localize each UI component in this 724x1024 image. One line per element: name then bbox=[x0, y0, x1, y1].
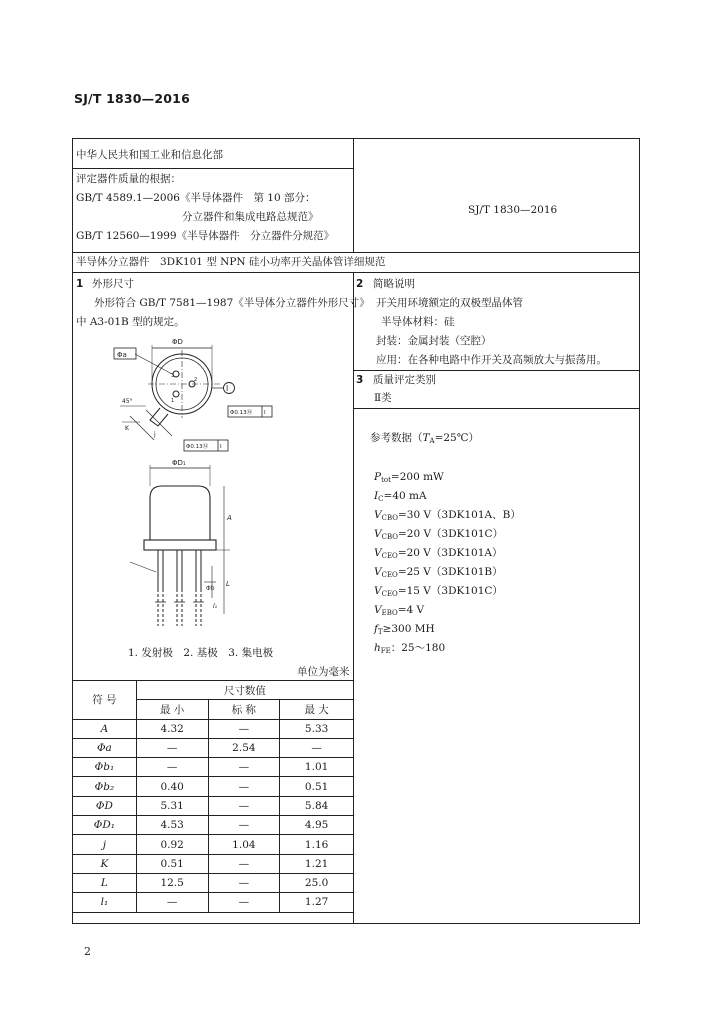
pin-label-2: 2 bbox=[194, 377, 198, 383]
reference-title-text: 参考数据（ bbox=[370, 432, 423, 444]
title-rule-top bbox=[72, 252, 640, 253]
section1-title: 外形尺寸 bbox=[92, 278, 134, 290]
cell-symbol: ΦD₁ bbox=[73, 816, 137, 835]
transistor-outline-drawing bbox=[100, 336, 300, 636]
label-datum-i: I bbox=[226, 384, 229, 393]
cell-max: 5.33 bbox=[280, 719, 354, 738]
param-subscript: FE bbox=[380, 647, 391, 655]
cell-max: 1.21 bbox=[280, 854, 354, 873]
reference-temp-value: =25℃） bbox=[434, 432, 479, 444]
param-symbol: V bbox=[374, 528, 382, 540]
ministry-name: 中华人民共和国工业和信息化部 bbox=[76, 149, 223, 161]
param-subscript: T bbox=[377, 628, 383, 636]
param-value: =15 V（3DK101C） bbox=[397, 585, 503, 597]
table-row bbox=[73, 873, 354, 892]
cell-min: 0.40 bbox=[136, 777, 208, 796]
reference-param bbox=[374, 567, 503, 579]
reference-param bbox=[374, 586, 503, 598]
section3-rule bbox=[353, 408, 640, 409]
pin-label-1: 1 bbox=[171, 398, 175, 404]
reference-param bbox=[374, 510, 521, 522]
section3-number: 3 bbox=[356, 374, 364, 386]
param-value: =4 V bbox=[397, 604, 425, 616]
cell-min: — bbox=[136, 893, 208, 912]
cell-min: — bbox=[136, 738, 208, 757]
label-l: L bbox=[226, 580, 230, 588]
cell-nom: — bbox=[208, 777, 280, 796]
table-row bbox=[73, 719, 354, 738]
section2-title: 简略说明 bbox=[373, 278, 415, 290]
cell-symbol: l₁ bbox=[73, 893, 137, 912]
page-number: 2 bbox=[84, 945, 91, 958]
cell-nom: — bbox=[208, 719, 280, 738]
section1-number: 1 bbox=[76, 278, 84, 290]
param-value: =25 V（3DK101B） bbox=[397, 566, 503, 578]
basis-line-3: GB/T 12560—1999《半导体器件 分立器件分规范》 bbox=[76, 230, 335, 242]
cell-min: 12.5 bbox=[136, 873, 208, 892]
title-rule-bottom bbox=[72, 272, 640, 273]
standard-header: SJ/T 1830—2016 bbox=[74, 91, 190, 106]
header-nom: 标 称 bbox=[208, 700, 280, 719]
section2-line-3: 封装：金属封装（空腔） bbox=[376, 335, 492, 347]
section1-text-1: 外形符合 GB/T 7581—1987《半导体分立器件外形尺寸》 bbox=[94, 297, 370, 309]
table-row bbox=[73, 738, 354, 757]
cell-nom: — bbox=[208, 758, 280, 777]
header-max: 最 大 bbox=[280, 700, 354, 719]
pin-hole-1 bbox=[173, 391, 179, 397]
param-subscript: CEO bbox=[381, 552, 398, 560]
param-symbol: V bbox=[374, 604, 382, 616]
cell-max: 1.16 bbox=[280, 835, 354, 854]
param-subscript: EBO bbox=[381, 609, 398, 617]
param-value: ：25～180 bbox=[390, 642, 446, 654]
param-subscript: CEO bbox=[381, 590, 398, 598]
label-a: A bbox=[227, 514, 232, 522]
section2-number: 2 bbox=[356, 278, 364, 290]
reference-title bbox=[370, 433, 479, 445]
cell-symbol: ΦD bbox=[73, 796, 137, 815]
reference-param bbox=[374, 472, 444, 484]
label-phi-b: Φb bbox=[206, 585, 215, 592]
base-flange bbox=[144, 540, 216, 550]
param-value: =200 mW bbox=[390, 471, 444, 483]
header-group: 尺寸数值 bbox=[136, 681, 353, 700]
header-symbol: 符 号 bbox=[73, 681, 137, 720]
cell-nom: — bbox=[208, 873, 280, 892]
reference-param bbox=[374, 548, 502, 560]
quality-category: Ⅱ类 bbox=[374, 392, 392, 404]
table-row bbox=[73, 796, 354, 815]
top-divider bbox=[353, 138, 354, 252]
label-phi-d1: ΦD₁ bbox=[172, 459, 186, 467]
cell-symbol: K bbox=[73, 854, 137, 873]
basis-line-1: GB/T 4589.1—2006《半导体器件 第 10 部分： bbox=[76, 192, 316, 204]
standard-id-box: SJ/T 1830—2016 bbox=[468, 204, 558, 216]
param-subscript: C bbox=[378, 495, 384, 503]
param-value: =20 V（3DK101C） bbox=[397, 528, 504, 540]
unit-note: 单位为毫米 bbox=[297, 666, 350, 678]
tolerance-2-ref: I bbox=[220, 444, 222, 450]
label-angle: 45° bbox=[122, 398, 133, 405]
table-row bbox=[73, 854, 354, 873]
reference-param bbox=[374, 643, 445, 655]
param-symbol: V bbox=[374, 566, 382, 578]
dimension-table bbox=[72, 680, 354, 913]
param-value: =20 V（3DK101A） bbox=[397, 547, 503, 559]
cell-symbol: j bbox=[73, 835, 137, 854]
param-value: =40 mA bbox=[383, 490, 427, 502]
param-symbol: V bbox=[374, 509, 382, 521]
cell-max: — bbox=[280, 738, 354, 757]
param-subscript: CEO bbox=[381, 571, 398, 579]
pin-label-3: 3 bbox=[171, 373, 175, 379]
reference-param bbox=[374, 624, 435, 636]
label-l1: l₁ bbox=[213, 603, 218, 610]
cell-max: 4.95 bbox=[280, 816, 354, 835]
section1-text-2: 中 A3-01B 型的规定。 bbox=[76, 316, 185, 328]
cell-nom: — bbox=[208, 854, 280, 873]
cell-max: 25.0 bbox=[280, 873, 354, 892]
section3-title: 质量评定类别 bbox=[373, 374, 436, 386]
cell-symbol: L bbox=[73, 873, 137, 892]
reference-temp-sub: A bbox=[429, 437, 435, 445]
cell-max: 1.01 bbox=[280, 758, 354, 777]
cell-nom: 1.04 bbox=[208, 835, 280, 854]
param-symbol: V bbox=[374, 547, 382, 559]
label-phi-a: Φa bbox=[117, 351, 127, 359]
cell-min: 5.31 bbox=[136, 796, 208, 815]
cell-min: 4.53 bbox=[136, 816, 208, 835]
cell-nom: 2.54 bbox=[208, 738, 280, 757]
header-min: 最 小 bbox=[136, 700, 208, 719]
table-row bbox=[73, 816, 354, 835]
param-value: =30 V（3DK101A、B） bbox=[397, 509, 521, 521]
cell-max: 0.51 bbox=[280, 777, 354, 796]
tolerance-2: Φ0.13Ⓜ bbox=[186, 444, 209, 450]
section2-line-2: 半导体材料：硅 bbox=[381, 316, 455, 328]
basis-title: 评定器件质量的根据： bbox=[76, 173, 181, 185]
table-row bbox=[73, 893, 354, 912]
reference-param bbox=[374, 605, 424, 617]
spec-title: 半导体分立器件 3DK101 型 NPN 硅小功率开关晶体管详细规范 bbox=[76, 256, 386, 268]
section2-line-4: 应用：在各种电路中作开关及高频放大与振荡用。 bbox=[376, 354, 607, 366]
cell-min: 0.92 bbox=[136, 835, 208, 854]
pin-caption: 1. 发射极 2. 基极 3. 集电极 bbox=[128, 647, 274, 659]
tolerance-1-ref: I bbox=[264, 410, 266, 416]
table-row bbox=[73, 777, 354, 796]
param-value: ≥300 MH bbox=[382, 623, 435, 635]
reference-param bbox=[374, 529, 503, 541]
cell-nom: — bbox=[208, 796, 280, 815]
cell-max: 1.27 bbox=[280, 893, 354, 912]
cell-max: 5.84 bbox=[280, 796, 354, 815]
cell-symbol: A bbox=[73, 719, 137, 738]
param-symbol: P bbox=[374, 471, 382, 483]
label-k: K bbox=[125, 425, 129, 432]
tolerance-1: Φ0.13Ⓜ bbox=[230, 410, 253, 416]
cell-nom: — bbox=[208, 893, 280, 912]
label-phi-d: ΦD bbox=[172, 338, 183, 346]
cell-nom: — bbox=[208, 816, 280, 835]
reference-param bbox=[374, 491, 427, 503]
param-symbol: I bbox=[374, 490, 379, 502]
section2-rule bbox=[353, 370, 640, 371]
cell-symbol: Φb₁ bbox=[73, 758, 137, 777]
param-symbol: V bbox=[374, 585, 382, 597]
cell-symbol: Φb₂ bbox=[73, 777, 137, 796]
can-body bbox=[150, 486, 210, 540]
label-j: j bbox=[154, 431, 156, 438]
section2-line-1: 开关用环境额定的双极型晶体管 bbox=[376, 297, 523, 309]
param-subscript: CBO bbox=[381, 533, 398, 541]
reference-temp-symbol: T bbox=[422, 432, 430, 444]
cell-min: 4.32 bbox=[136, 719, 208, 738]
basis-line-2: 分立器件和集成电路总规范》 bbox=[182, 211, 319, 223]
ministry-rule bbox=[72, 168, 354, 169]
param-symbol: f bbox=[374, 623, 378, 635]
table-row bbox=[73, 758, 354, 777]
cell-min: — bbox=[136, 758, 208, 777]
cell-symbol: Φa bbox=[73, 738, 137, 757]
param-subscript: CBO bbox=[381, 514, 398, 522]
param-symbol: h bbox=[374, 642, 381, 654]
cell-min: 0.51 bbox=[136, 854, 208, 873]
param-subscript: tot bbox=[381, 476, 391, 484]
table-row bbox=[73, 835, 354, 854]
